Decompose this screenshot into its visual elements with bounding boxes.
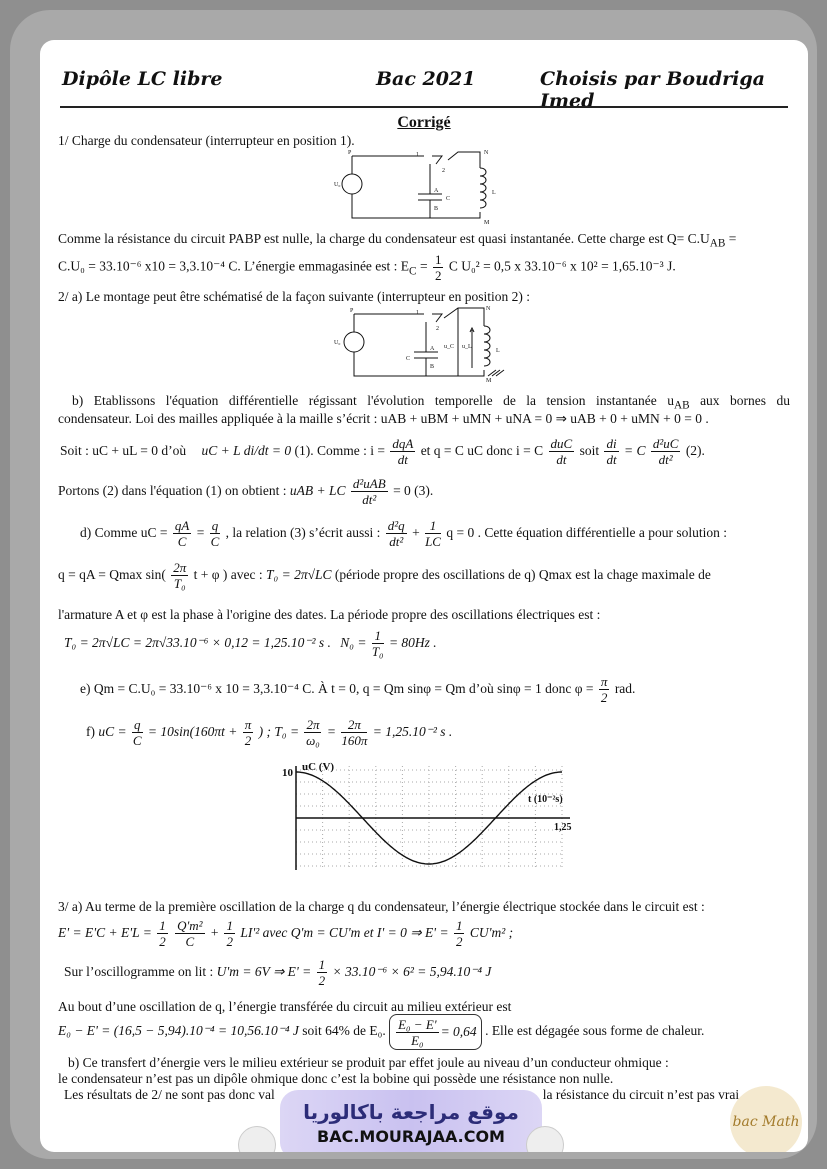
c2-label-l: L [496, 348, 500, 354]
x-tick-label: 1,25 [554, 822, 572, 833]
c2-label-2: 2 [436, 326, 439, 332]
fraction: $\frac{\pi}{2}$ [600, 674, 608, 706]
c2-label-u0: U₀ [334, 340, 341, 346]
c2-label-m: M [486, 378, 492, 384]
c2-label-1: 1 [416, 310, 419, 316]
site-logo-icon-right [526, 1126, 564, 1152]
c1-label-u0: U₀ [334, 182, 341, 188]
fraction: $\frac{\text{d²q}}{\text{dt²}}$ [387, 518, 405, 550]
c2-label-a: A [430, 346, 435, 352]
fraction: $\frac{1}{\text{T₀}}$ [371, 628, 384, 660]
circuit-diagram-1 [330, 146, 510, 226]
fraction: $\frac{1}{2}$ [455, 918, 463, 950]
q3-b-line3: Les résultats de 2/ ne sont pas donc val la résistance du circuit n’est pas vrai [64, 1087, 740, 1102]
watermark-banner[interactable] [280, 1090, 542, 1152]
c1-label-m: M [484, 220, 490, 226]
q3-line1: 3/ a) Au terme de la première oscillation de la charge q du condensateur, l’énergie électrique stockée dans le circuit est : [58, 899, 705, 914]
fraction: $\frac{2\pi}{\text{T₀}}$ [173, 560, 187, 592]
y-axis-label: uC (V) [302, 761, 335, 773]
watermark-arabic: موقع مراجعة باكالوريا [303, 1100, 519, 1124]
bac-math-logo: bac Math [730, 1086, 802, 1152]
x-axis-label: t (10⁻²s) [528, 794, 563, 805]
q3-b-line2: le condensateur n’est pas un dipôle ohmique donc c’est la bobine qui possède une résistance non nulle. [58, 1071, 614, 1086]
q2a-heading: 2/ a) Le montage peut être schématisé de la façon suivante (interrupteur en position 2) : [58, 289, 530, 304]
q2d-line1: d) Comme uC = $\frac{qA}{C}$ = $\frac{q}{C}$ , la relation (3) s’écrit aussi : $\frac{\text{d²q}}{\text{dt²}}$ + $\frac{1}{LC}$ q = 0 . Cette équation différentielle a pour solution : [80, 518, 728, 550]
c2-label-b: B [430, 364, 435, 370]
fraction: $\frac{qA}{C}$ [174, 518, 190, 550]
fraction: $\frac{q}{C}$ [210, 518, 220, 550]
fraction: $\frac{1}{LC}$ [425, 518, 441, 550]
c2-label-uc: u_C [444, 344, 455, 350]
ratio-box: $\frac{\text{E₀ − E'}}{\text{E₀}}$ = 0,64 [389, 1014, 482, 1050]
q2b-line1: b) Etablissons l'équation différentielle régissant l'évolution temporelle de la tension instantanée $u_{AB}$ aux bornes du [72, 393, 791, 412]
q1-heading: 1/ Charge du condensateur (interrupteur en position 1). [58, 133, 355, 148]
fraction: $\frac{q}{C}$ [132, 717, 142, 749]
c2-label-n: N [486, 306, 491, 312]
fraction: $\frac{\text{d²uC}}{\text{dt²}}$ [652, 436, 679, 468]
c2-label-c: C [406, 356, 411, 362]
fraction: $\frac{1}{2}$ [434, 252, 442, 283]
c1-label-1: 1 [416, 152, 419, 158]
q3-line2: E' = E'C + E'L = $\frac{1}{2}$ $\frac{\text{Q'm²}}{C}$ + $\frac{1}{2}$ LI'² avec Q'm = CU'm et I' = 0 ⇒ E' = $\frac{1}{2}$ CU'm² ; [58, 918, 514, 950]
fraction: $\frac{1}{2}$ [159, 918, 166, 950]
q2b-line4: Portons (2) dans l'équation (1) on obtient : uAB + LC $\frac{\text{d²uAB}}{\text{dt²}}$ = 0 (3). [58, 476, 434, 508]
header-rule [60, 106, 788, 108]
fraction: $\frac{\text{dqA}}{dt}$ [392, 436, 414, 468]
q2d-line4: T₀ = 2π√LC = 2π√33.10⁻⁶ × 0,12 = 1,25.10⁻² s . N₀ = $\frac{1}{\text{T₀}}$ = 80Hz . [64, 628, 437, 660]
q2f-line: f) uC = $\frac{q}{C}$ = 10sin(160πt + $\frac{\pi}{2}$ ) ; T₀ = $\frac{2\pi}{\text{ω₀}}$ = $\frac{2\pi}{160\pi}$ = 1,25.10⁻² s . [86, 717, 453, 749]
q3-line5: E₀ − E' = (16,5 − 5,94).10⁻⁴ = 10,56.10⁻⁴ J soit 64% de E₀. $\frac{\text{E₀ − E'}}{\text{E₀}}$ = 0,64 . Elle est dégagée sous forme de chaleur. [58, 1014, 790, 1050]
fraction: $\frac{2\pi}{\text{ω₀}}$ [306, 717, 320, 749]
fraction: $\frac{\text{Q'm²}}{C}$ [177, 918, 203, 950]
watermark-url: BAC.MOURAJAA.COM [317, 1127, 505, 1146]
q2d-line3: l'armature A et φ est la phase à l'origine des dates. La période propre des oscillations électriques est : [58, 607, 601, 622]
q2b-line3: Soit : uC + uL = 0 d’où uC + L di/dt = 0 (1). Comme : i = $\frac{\text{dqA}}{dt}$ et q = C uC donc i = C $\frac{\text{duC}}{dt}$ soit $\frac{di}{dt}$ = C $\frac{\text{d²uC}}{\text{dt²}}$ (2). [60, 436, 705, 468]
circuit-diagram-2 [324, 302, 524, 384]
document-sheet [40, 40, 808, 1152]
c1-label-2: 2 [442, 168, 445, 174]
fraction: $\frac{\text{E₀ − E'}}{\text{E₀}}$ [398, 1017, 437, 1049]
q3-b-line1: b) Ce transfert d’énergie vers le milieu extérieur se produit par effet joule au niveau d’un conducteur ohmique : [68, 1055, 669, 1070]
c1-label-l: L [492, 190, 496, 196]
header-center: Bac 2021 [376, 68, 476, 90]
fraction: $\frac{\text{duC}}{dt}$ [550, 436, 573, 468]
fraction: $\frac{1}{2}$ [226, 918, 233, 950]
q2b-line2: condensateur. Loi des mailles appliquée à la maille s’écrit : uAB + uBM + uMN + uNA = 0 ⇒ uAB + 0 + uMN + 0 = 0 . [58, 411, 709, 426]
q1-text2: C.U₀ = 33.10⁻⁶ x10 = 3,3.10⁻⁴ C. L’énergie emmagasinée est : $E_C$ = $\frac{1}{2}$ C U₀² = 0,5 x 33.10⁻⁶ x 10² = 1,65.10⁻³ J. [58, 252, 676, 283]
c1-label-c: C [446, 196, 451, 202]
fraction: $\frac{2\pi}{160\pi}$ [341, 717, 368, 749]
site-logo-icon-left [238, 1126, 276, 1152]
c1-label-n: N [484, 150, 489, 156]
c2-label-ul: u_L [462, 344, 472, 350]
page-frame [10, 10, 817, 1159]
header-right: Choisis par Boudriga Imed [540, 68, 765, 112]
c2-label-p: P [350, 308, 354, 314]
q1-text1: Comme la résistance du circuit PABP est nulle, la charge du condensateur est quasi instantanée. Cette charge est $Q= C.U_{AB}$ = [58, 231, 737, 250]
y-tick-label: 10 [282, 767, 293, 779]
oscillogram-chart [250, 758, 580, 878]
fraction: $\frac{1}{2}$ [318, 957, 326, 989]
c1-label-b: B [434, 206, 439, 212]
fraction: $\frac{\pi}{2}$ [244, 717, 252, 749]
fraction: $\frac{di}{dt}$ [606, 436, 617, 468]
q3-line4: Au bout d’une oscillation de q, l’énergie transférée du circuit au milieu extérieur est [58, 999, 512, 1014]
header-left: Dipôle LC libre [62, 68, 223, 90]
q2e-line: e) Qm = C.U₀ = 33.10⁻⁶ x 10 = 3,3.10⁻⁴ C. À t = 0, q = Qm sinφ = Qm d’où sinφ = 1 donc φ = $\frac{\pi}{2}$ rad. [80, 674, 636, 706]
page-title: Corrigé [397, 114, 451, 131]
fraction: $\frac{\text{d²uAB}}{\text{dt²}}$ [352, 476, 386, 508]
c1-label-a: A [434, 188, 439, 194]
q2d-line2: q = qA = Qmax sin( $\frac{2\pi}{\text{T₀}}$ t + φ ) avec : T₀ = 2π√LC (période propre des oscillations de q) Qmax est la chage maximale de [58, 560, 711, 592]
c1-label-p: P [348, 150, 352, 156]
q3-line3: Sur l’oscillogramme on lit : U'm = 6V ⇒ E' = $\frac{1}{2}$ × 33.10⁻⁶ × 6² = 5,94.10⁻⁴ J [64, 957, 492, 989]
